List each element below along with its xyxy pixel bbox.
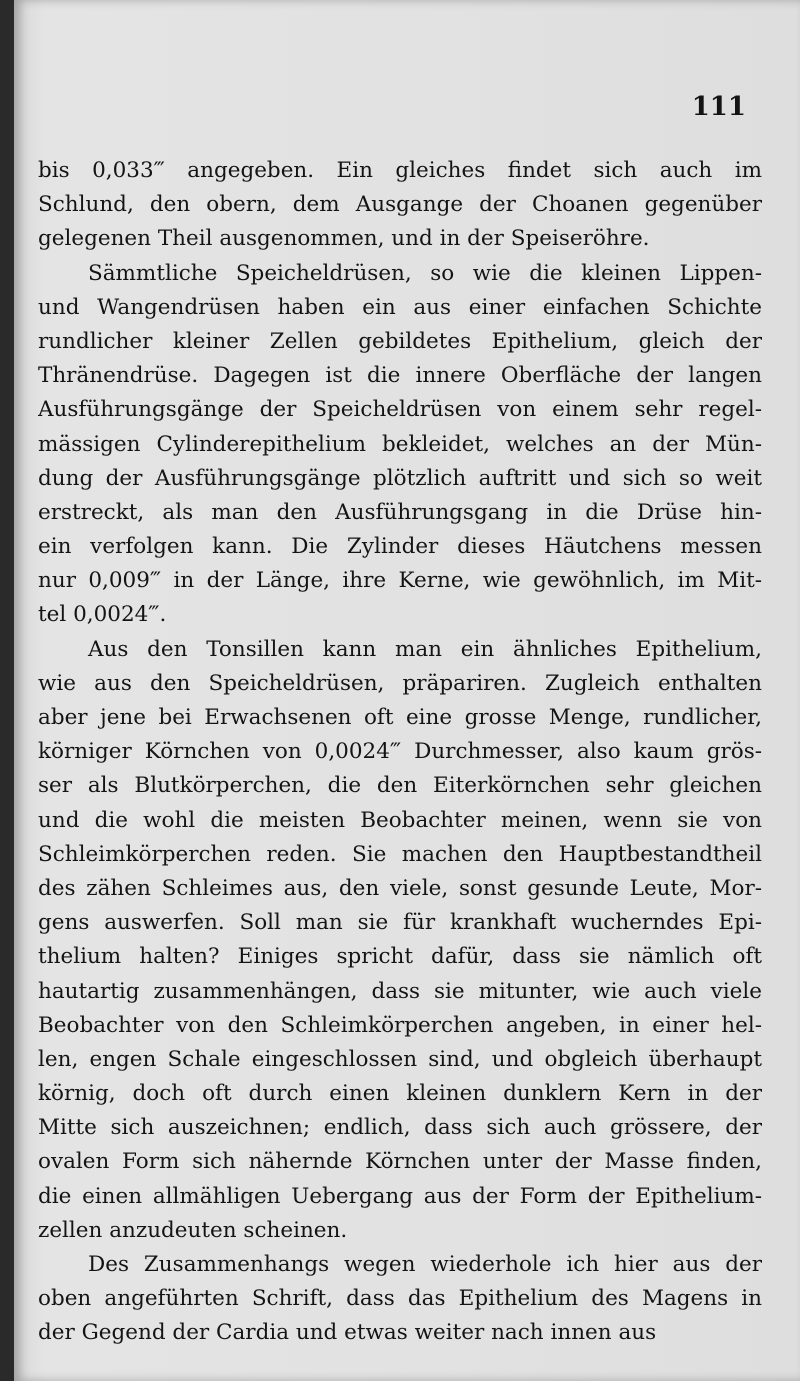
text-line: tel 0,0024‴. <box>38 602 167 628</box>
text-line: bis 0,033‴ angegeben. Ein gleiches findet sich auch im <box>38 158 762 183</box>
text-line: nur 0,009‴ in der Länge, ihre Kerne, wie gewöhnlich, im Mit- <box>38 568 762 594</box>
text-line: gelegenen Theil ausgenommen, und in der Speiseröhre. <box>38 226 650 252</box>
text-line: ovalen Form sich nähernde Körnchen unter der Masse finden, <box>38 1149 762 1175</box>
text-line: Beobachter von den Schleimkörperchen angeben, in einer hel- <box>38 1012 762 1038</box>
text-line: die einen allmähligen Uebergang aus der Form der Epithelium- <box>38 1183 762 1209</box>
text-line: körnig, doch oft durch einen kleinen dunklern Kern in der <box>38 1081 762 1107</box>
text-line: Ausführungsgänge der Speicheldrüsen von einem sehr regel- <box>38 397 762 423</box>
page-number: 111 <box>691 92 746 122</box>
text-line: zellen anzudeuten scheinen. <box>38 1217 348 1243</box>
text-line: der Gegend der Cardia und etwas weiter nach innen aus <box>38 1320 657 1346</box>
book-page <box>14 0 800 1381</box>
body-text <box>38 154 762 1351</box>
text-line: Mitte sich auszeichnen; endlich, dass sich auch grössere, der <box>38 1115 762 1141</box>
text-line: Des Zusammenhangs wegen wiederhole ich hier aus der <box>88 1252 762 1277</box>
text-line: und die wohl die meisten Beobachter meinen, wenn sie von <box>38 807 762 833</box>
text-line: Schleimkörperchen reden. Sie machen den Hauptbestandtheil <box>38 841 762 867</box>
text-line: mässigen Cylinderepithelium bekleidet, welches an der Mün- <box>38 431 762 457</box>
text-line: Schlund, den obern, dem Ausgange der Choanen gegenüber <box>38 192 762 218</box>
text-line: Sämmtliche Speicheldrüsen, so wie die kleinen Lippen- <box>88 260 762 286</box>
text-line: erstreckt, als man den Ausführungsgang in die Drüse hin- <box>38 499 762 525</box>
text-line: ser als Blutkörperchen, die den Eiterkörnchen sehr gleichen <box>38 773 762 799</box>
text-line: körniger Körnchen von 0,0024‴ Durchmesser, also kaum grös- <box>38 739 762 765</box>
text-line: thelium halten? Einiges spricht dafür, dass sie nämlich oft <box>38 944 762 970</box>
text-line: wie aus den Speicheldrüsen, präpariren. Zugleich enthalten <box>38 670 762 696</box>
text-line: aber jene bei Erwachsenen oft eine grosse Menge, rundlicher, <box>38 705 762 730</box>
text-line: hautartig zusammenhängen, dass sie mitunter, wie auch viele <box>38 978 762 1004</box>
text-line: dung der Ausführungsgänge plötzlich auftritt und sich so weit <box>38 465 762 491</box>
text-line: Aus den Tonsillen kann man ein ähnliches Epithelium, <box>88 636 762 662</box>
text-line: rundlicher kleiner Zellen gebildetes Epithelium, gleich der <box>38 328 762 354</box>
text-line: gens auswerfen. Soll man sie für krankhaft wucherndes Epi- <box>38 910 762 936</box>
text-line: und Wangendrüsen haben ein aus einer einfachen Schichte <box>38 294 762 320</box>
text-line: des zähen Schleimes aus, den viele, sonst gesunde Leute, Mor- <box>38 875 762 901</box>
text-line: Thränendrüse. Dagegen ist die innere Oberfläche der langen <box>38 363 762 389</box>
text-line: len, engen Schale eingeschlossen sind, und obgleich überhaupt <box>38 1046 762 1072</box>
text-line: ein verfolgen kann. Die Zylinder dieses Häutchens messen <box>38 534 762 560</box>
text-line: oben angeführten Schrift, dass das Epithelium des Magens in <box>38 1286 762 1312</box>
